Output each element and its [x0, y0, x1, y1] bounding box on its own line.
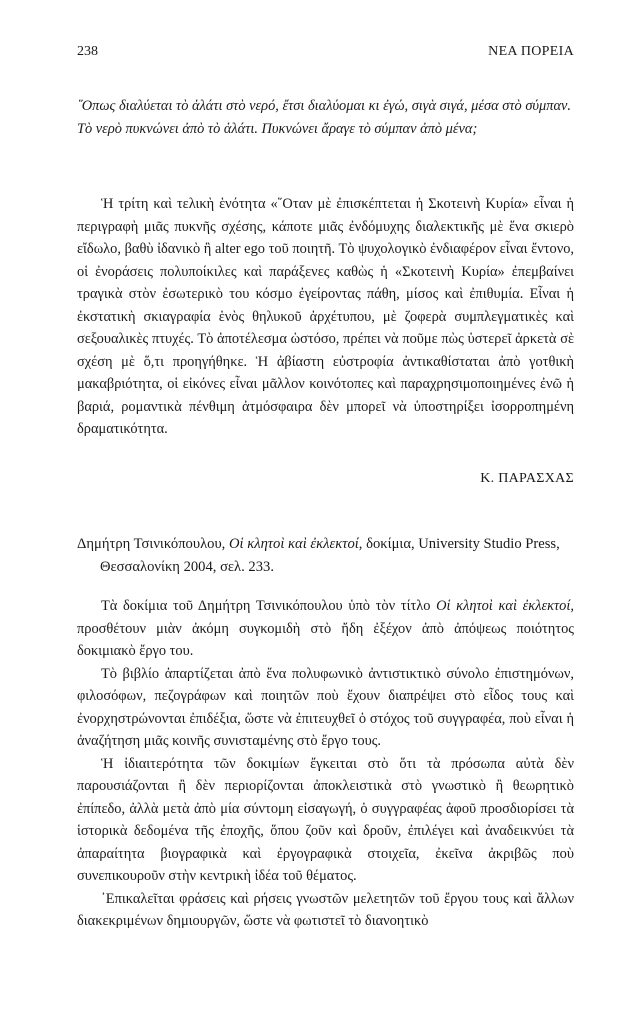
- citation-details: δοκίμια, University Studio Press, Θεσσαλονίκη 2004, σελ. 233.: [100, 536, 560, 575]
- running-title: ΝΕΑ ΠΟΡΕΙΑ: [488, 44, 574, 59]
- paragraph-1-start: Τὰ δοκίμια τοῦ Δημήτρη Τσινικόπουλου ὑπὸ τὸν τίτλο: [101, 598, 431, 614]
- second-review-paragraph-3: Ἡ ἰδιαιτερότητα τῶν δοκιμίων ἔγκειται στὸ ὅτι τὰ πρόσωπα αὐτὰ δὲν παρουσιάζονται ἢ δὲν περιορίζονται ἀποκλειστικὰ στὸ γνωστικὸ ἢ θεωρητικὸ ἐπίπεδο, ἀλλὰ μετὰ ἀπὸ μία σύντομη εἰσαγωγή, ὁ συγγραφέας ἀφοῦ προσδιορίσει τὰ ἱστορικὰ δεδομένα τῆς ἐποχῆς, ὅπου ζοῦν καὶ δροῦν, ἐπιλέγει καὶ ἀναδεικνύει τὰ ἀπαραίτητα βιογραφικὰ καὶ ἐργογραφικὰ στοιχεῖα, ἐκεῖνα ἀκριβῶς ποὺ συνεπικουροῦν στὴν κεντρικὴ ἰδέα τοῦ θέματος.: [77, 755, 574, 884]
- second-review: [77, 595, 574, 933]
- paragraph-1-book-title: Οἱ κλητοὶ καὶ ἐκλεκτοί,: [436, 598, 574, 614]
- paragraph-1-end: προσθέτουν μιὰν ἀκόμη συγκομιδὴ στὸ ἤδη ἐξέχον ἀπὸ ἀπόψεως ποιότητος δοκιμιακὸ ἔργο του.: [77, 620, 574, 659]
- book-citation: [77, 533, 597, 579]
- review-text: Ἡ τρίτη καὶ τελικὴ ἑνότητα «῞Οταν μὲ ἐπισκέπτεται ἡ Σκοτεινὴ Κυρία» εἶναι ἡ περιγραφὴ μιᾶς πυκνῆς σχέσης, κάποτε μιᾶς ἐνδόμυχης διαλεκτικῆς μὲ ἕνα σκιερὸ εἴδωλο, βαθὺ ἰδανικὸ ἢ alter ego τοῦ ποιητῆ. Τὸ ψυχολογικὸ ἐνδιαφέρον εἶναι ἔντονο, οἱ ἐνοράσεις πολυποίκιλες καὶ παράξενες καθὼς ἡ «Σκοτεινὴ Κυρία» ἐπεμβαίνει τραγικὰ στὸν ἐσωτερικὸ του κόσμο ἐγείροντας πάθη, μίσος καὶ ἐπιθυμία. Εἶναι ἡ ἐκστατικὴ σκιαγραφία ἑνὸς θηλυκοῦ ἀρχέτυπου, μὲ ζοφερὰ συμπλεγματικὲς καὶ σεξουαλικὲς πτυχές. Τὸ ἀποτέλεσμα ὡστόσο, πρέπει νὰ ποῦμε πὼς ὑστερεῖ ἀρκετὰ σὲ σχέση μὲ ὅ,τι προηγήθηκε. Ἡ ἀβίαστη εὐστροφία ἀντικαθίσταται ἀπὸ γοτθικὴ μακαβριότητα, οἱ εἰκόνες εἶναι μᾶλλον κοινότοπες καὶ παραχρησιμοποιημένες ἐνῶ ἡ βαριά, ρομαντικὰ πένθιμη ἀτμόσφαιρα δὲν μπορεῖ νὰ ὑποστηρίξει ἰσορροπημένη δραματικότητα.: [77, 196, 574, 437]
- citation-title: Οἱ κλητοὶ καὶ ἐκλεκτοί,: [229, 536, 363, 552]
- review-signature: Κ. ΠΑΡΑΣΧΑΣ: [480, 471, 574, 486]
- page-header: [77, 44, 574, 64]
- poem-stanza-2: Τὸ νερὸ πυκνώνει ἀπὸ τὸ ἁλάτι. Πυκνώνει ἄραγε τὸ σύμπαν ἀπὸ μένα;: [77, 120, 478, 137]
- poem-stanza-1: ῞Οπως διαλύεται τὸ ἁλάτι στὸ νερό, ἔτσι διαλύομαι κι ἐγώ, σιγὰ σιγά, μέσα στὸ σύμπαν.: [77, 98, 571, 114]
- second-review-paragraph-4: ᾿Επικαλεῖται φράσεις καὶ ρήσεις γνωστῶν μελετητῶν τοῦ ἔργου τους καὶ ἄλλων διακεκριμένων δημιουργῶν, ὥστε νὰ φωτιστεῖ τὸ διανοητικὸ: [77, 890, 574, 929]
- citation-author: Δημήτρη Τσινικόπουλου,: [77, 536, 226, 552]
- poem-excerpt: [77, 95, 574, 140]
- second-review-paragraph-1: [77, 595, 574, 663]
- review-paragraph: [77, 193, 574, 441]
- page-number: 238: [77, 44, 98, 59]
- second-review-paragraph-2: Τὸ βιβλίο ἀπαρτίζεται ἀπὸ ἕνα πολυφωνικὸ ἀντιστικτικὸ σύνολο ἐπιστημόνων, φιλοσόφων, πεζογράφων καὶ ποιητῶν ποὺ ἔχουν διαπρέψει στὸ εἶδος τους καὶ ἐνορχηστρώνονται ἐπιδέξια, ὥστε νὰ ἐπιτευχθεῖ ὁ στόχος τοῦ συγγραφέα, ποὺ εἶναι ἡ ἀναζήτηση μιᾶς κοινῆς συνισταμένης στὸ ἔργο τους.: [77, 665, 574, 749]
